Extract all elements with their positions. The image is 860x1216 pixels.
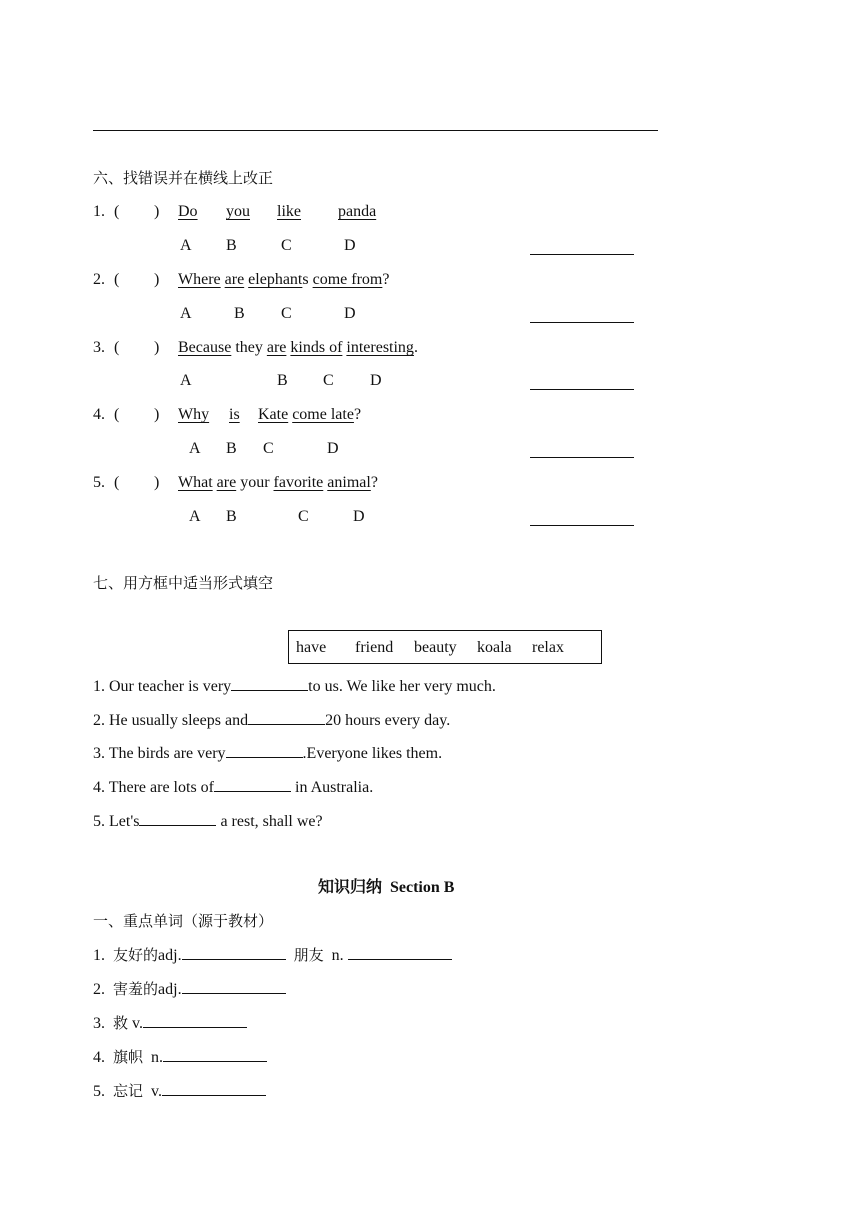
vocab-4-chinese: 旗帜: [113, 1048, 144, 1066]
q5-label-a: A: [189, 508, 201, 525]
q4-word-c: Kate: [258, 406, 289, 423]
word-bank-item: friend: [355, 639, 394, 656]
q3-tail: .: [413, 339, 418, 356]
q5-word-c: favorite: [273, 474, 324, 491]
q4-label-c: C: [263, 440, 274, 457]
word-bank-item: beauty: [414, 639, 457, 656]
fill-sentence-5: [93, 811, 323, 832]
fill-blank-2[interactable]: [248, 710, 325, 725]
vocab-3-number: 3.: [93, 1015, 105, 1032]
q3-label-b: B: [277, 372, 288, 389]
q5-tail: ?: [370, 474, 378, 491]
q5-word-b: are: [216, 474, 237, 491]
q4-word-d: come late: [292, 406, 354, 423]
word-bank-item: relax: [532, 639, 564, 656]
section-b-subtitle: 一、重点单词（源于教材）: [93, 912, 274, 930]
q1-word-a: Do: [178, 203, 198, 220]
q2-word-c: elephant: [248, 271, 303, 288]
q1-answer-line[interactable]: [530, 254, 634, 255]
vocab-1b-blank[interactable]: [348, 945, 452, 960]
q1-word-c: like: [277, 203, 301, 220]
fill-sentence-1: [93, 676, 496, 697]
vocab-1-number: 1.: [93, 947, 105, 964]
fill-blank-1[interactable]: [231, 676, 308, 691]
vocab-item-1: [93, 945, 452, 966]
top-divider-line: [93, 130, 658, 131]
q3-word-b: are: [266, 339, 287, 356]
vocab-5-blank[interactable]: [162, 1081, 266, 1096]
q3-word-a: Because: [178, 339, 232, 356]
q1-label-b: B: [226, 237, 237, 254]
section-b-heading: 知识归纳 Section B: [318, 879, 455, 896]
q5-label-c: C: [298, 508, 309, 525]
vocab-item-4: [93, 1047, 267, 1068]
section6-title: 六、找错误并在横线上改正: [93, 169, 274, 187]
fill-sentence-2: [93, 710, 450, 731]
vocab-1-pos: adj.: [158, 947, 182, 964]
vocab-2-pos: adj.: [158, 981, 182, 998]
vocab-3-blank[interactable]: [143, 1013, 247, 1028]
fill-sentence-2-pre: 2. He usually sleeps and: [93, 712, 249, 729]
q2-word-d: come from: [312, 271, 383, 288]
q4-tail: ?: [353, 406, 362, 423]
q4-answer-line[interactable]: [530, 457, 634, 458]
q3-label-c: C: [323, 372, 334, 389]
vocab-item-3: [93, 1013, 247, 1034]
q4-paren-open: (: [114, 406, 120, 423]
fill-sentence-2-post: 20 hours every day.: [325, 712, 451, 729]
q3-paren-close[interactable]: ): [154, 339, 160, 356]
q3-label-a: A: [180, 372, 192, 389]
vocab-2-number: 2.: [93, 981, 105, 998]
vocab-1-blank[interactable]: [182, 945, 286, 960]
fill-sentence-4-pre: 4. There are lots of: [93, 779, 214, 796]
q3-label-d: D: [370, 372, 382, 389]
vocab-4-blank[interactable]: [163, 1047, 267, 1062]
vocab-3-pos: v.: [132, 1015, 143, 1032]
q4-word-a: Why: [178, 406, 210, 423]
vocab-1b-pos: n.: [331, 947, 344, 964]
word-bank-item: koala: [477, 639, 512, 656]
q1-label-c: C: [281, 237, 292, 254]
vocab-5-chinese: 忘记: [113, 1082, 144, 1100]
fill-sentence-5-pre: 5. Let's: [93, 813, 140, 830]
vocab-1b-chinese: 朋友: [293, 946, 324, 964]
q5-label-d: D: [353, 508, 365, 525]
word-bank-box: [288, 630, 602, 664]
q1-label-a: A: [180, 237, 192, 254]
word-bank-item: have: [296, 639, 327, 656]
vocab-4-number: 4.: [93, 1049, 105, 1066]
q3-paren-open: (: [114, 339, 120, 356]
vocab-5-pos: v.: [151, 1083, 162, 1100]
q5-sentence: [178, 473, 378, 493]
q2-word-b: are: [224, 271, 245, 288]
fill-blank-5[interactable]: [139, 811, 216, 826]
q1-word-b: you: [226, 203, 250, 220]
fill-sentence-1-pre: 1. Our teacher is very: [93, 678, 232, 695]
q4-label-a: A: [189, 440, 201, 457]
q5-word-d: animal: [327, 474, 371, 491]
q3-sentence: [178, 338, 418, 358]
q1-word-d: panda: [338, 203, 377, 220]
q2-label-c: C: [281, 305, 292, 322]
q2-answer-line[interactable]: [530, 322, 634, 323]
q4-number: 4.: [93, 406, 105, 423]
q2-paren-close[interactable]: ): [154, 271, 160, 288]
vocab-item-5: [93, 1081, 266, 1102]
q5-paren-open: (: [114, 474, 120, 491]
q5-answer-line[interactable]: [530, 525, 634, 526]
q3-word-c: kinds of: [290, 339, 343, 356]
fill-sentence-3-pre: 3. The birds are very: [93, 745, 226, 762]
q4-word-b: is: [229, 406, 240, 423]
vocab-3-chinese: 救: [113, 1014, 129, 1032]
fill-sentence-4: [93, 777, 373, 798]
q4-label-d: D: [327, 440, 339, 457]
q2-paren-open: (: [114, 271, 120, 288]
vocab-2-blank[interactable]: [182, 979, 286, 994]
q1-paren-close[interactable]: ): [154, 203, 160, 220]
section7-title: 七、用方框中适当形式填空: [93, 574, 274, 592]
q1-paren-open: (: [114, 203, 120, 220]
q3-answer-line[interactable]: [530, 389, 634, 390]
q5-label-b: B: [226, 508, 237, 525]
q3-word-d: interesting: [346, 339, 414, 356]
fill-blank-4[interactable]: [214, 777, 291, 792]
fill-sentence-3-post: .Everyone likes them.: [302, 745, 443, 762]
vocab-2-chinese: 害羞的: [113, 980, 159, 998]
q2-label-b: B: [234, 305, 245, 322]
vocab-item-2: [93, 979, 286, 1000]
fill-sentence-5-post: a rest, shall we?: [216, 813, 323, 830]
q1-number: 1.: [93, 203, 105, 220]
fill-sentence-1-post: to us. We like her very much.: [308, 678, 496, 695]
q5-number: 5.: [93, 474, 105, 491]
fill-sentence-3: [93, 743, 442, 764]
q3-number: 3.: [93, 339, 105, 356]
fill-sentence-4-post: in Australia.: [291, 779, 374, 796]
vocab-4-pos: n.: [151, 1049, 164, 1066]
q5-word-your: your: [240, 474, 270, 491]
q4-label-b: B: [226, 440, 237, 457]
q2-label-d: D: [344, 305, 356, 322]
q3-word-they: they: [235, 339, 263, 356]
q2-label-a: A: [180, 305, 192, 322]
q2-tail: ?: [382, 271, 390, 288]
q5-paren-close[interactable]: ): [154, 474, 160, 491]
q4-paren-close[interactable]: ): [154, 406, 160, 423]
fill-blank-3[interactable]: [226, 743, 303, 758]
vocab-5-number: 5.: [93, 1083, 105, 1100]
q2-word-a: Where: [178, 271, 221, 288]
q2-sentence: [178, 270, 389, 290]
vocab-1-chinese: 友好的: [113, 946, 159, 964]
q2-word-c-suffix: s: [302, 271, 309, 288]
q2-number: 2.: [93, 271, 105, 288]
q5-word-a: What: [178, 474, 213, 491]
q1-label-d: D: [344, 237, 356, 254]
q4-sentence-tail: [258, 405, 361, 425]
